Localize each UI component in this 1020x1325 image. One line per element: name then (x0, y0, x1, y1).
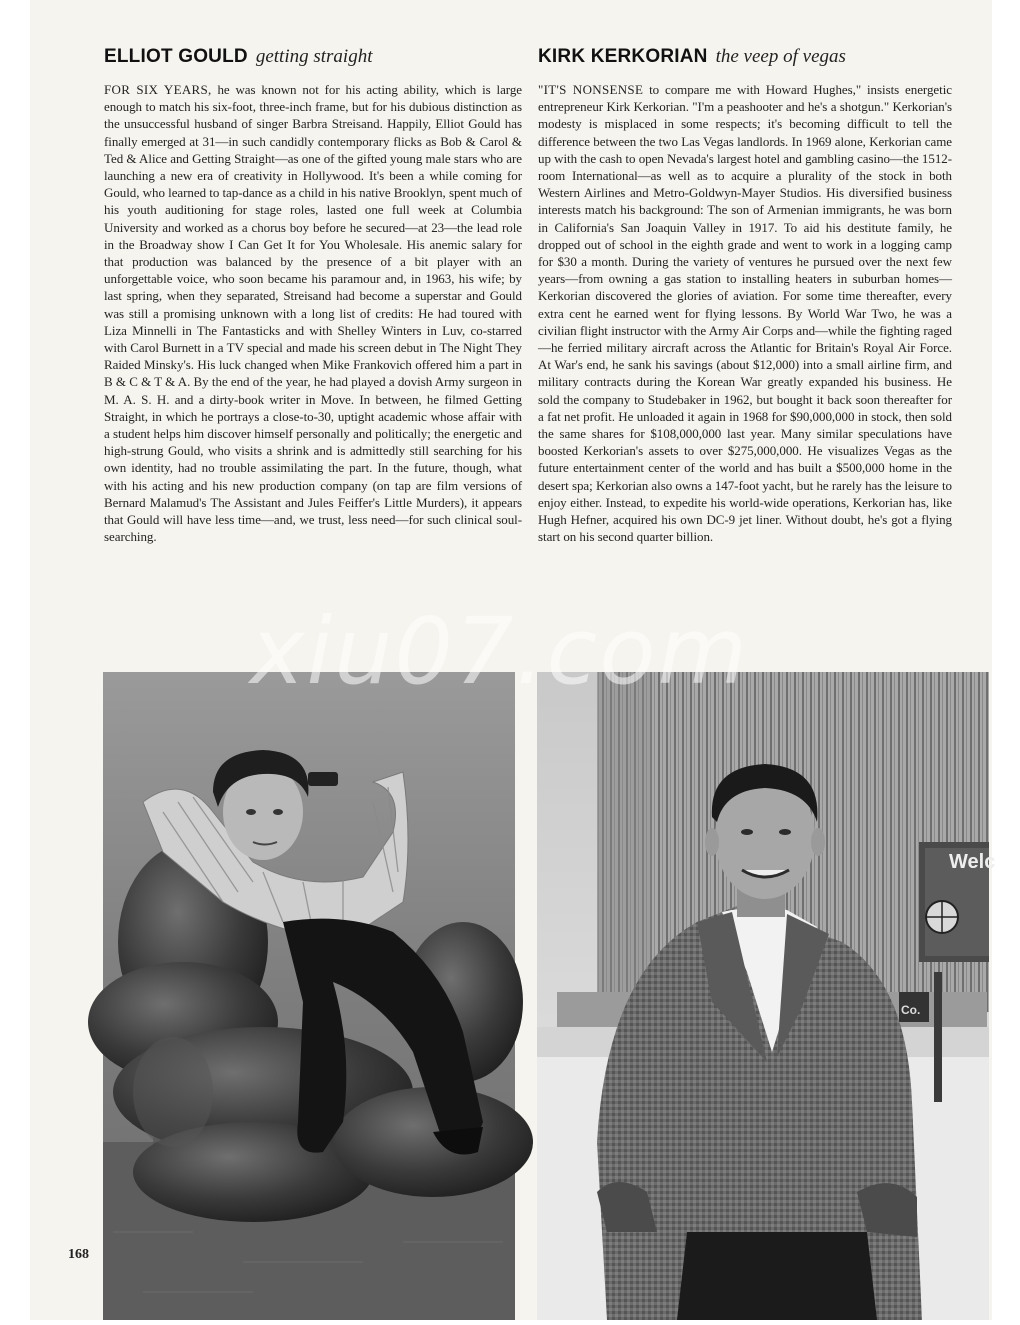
article-gould (104, 44, 522, 545)
article-lead: FOR SIX YEARS, (104, 82, 212, 97)
headline-name: KIRK KERKORIAN (538, 46, 708, 67)
watermark: xiu07.com (250, 598, 750, 705)
headline-subtitle: the veep of vegas (715, 46, 846, 67)
headline-subtitle: getting straight (255, 46, 373, 67)
article-text: to compare me with Howard Hughes," insists energetic entrepreneur Kirk Kerkorian. "I'm a peashooter and he's a shotgun." Kerkorian's modesty is misplaced in some respects; it's becoming difficult to tell the difference between the two Las Vegas landlords. In 1969 alone, Kerkorian came up with the cash to open Nevada's largest hotel and gambling casino—the 1512-room International—as well as to acquire a plurality of the stock in both Western Airlines and Metro-Goldwyn-Mayer Studios. His diversified business interests match his background: The son of Armenian immigrants, he was born in California's San Joaquin Valley in 1917. To aid his destitute family, he dropped out of school in the eighth grade and went to work in a logging camp for $30 a month. During the variety of ventures he pursued over the next few years—from owning a gas station to installing heaters in suburban homes—Kerkorian discovered the glories of aviation. For some time thereafter, every extra cent he earned went for flying lessons. By World War Two, he was a civilian flight instructor with the Army Air Corps and—while the fighting raged—he ferried military aircraft across the Atlantic for Britain's Royal Air Force. At War's end, he sank his savings (about $12,000) into a small airline firm, and military contracts during the Korean War greatly expanded his business. He sold the company to Studebaker in 1962, but bought it back soon thereafter for a fat net profit. He unloaded it again in 1968 for $90,000,000 in stock, then sold the same shares for $108,000,000 last year. Many similar speculations have boosted Kerkorian's assets to over $275,000,000. He visualizes Vegas as the future entertainment center of the world and has built a $500,000 home in the desert spa; Kerkorian also owns a 147-foot yacht, but he rarely has the leisure to enjoy either. Instead, to expedite his world-wide operations, Kerkorian has, like Hugh Hefner, acquired his own DC-9 jet liner. Without doubt, he's got a flying start on his second quarter billion. (538, 82, 952, 545)
photo-elliot-gould (103, 672, 515, 1320)
hotel-sign-text: Welc (949, 851, 996, 873)
article-headline (538, 44, 952, 71)
photo-kirk-kerkorian (537, 672, 996, 1320)
article-text: he was known not for his acting ability, which is large enough to match his six-foot, three-inch frame, but for his dubious distinction as the unsuccessful husband of singer Barbra Streisand. Happily, Elliot Gould has finally emerged at 31—in such candidly contemporary flicks as Bob & Carol & Ted & Alice and Getting Straight—as one of the gifted young male stars who are launching a new era of creativity in Hollywood. It's been a while coming for Gould, who learned to tap-dance as a child in his native Brooklyn, spent much of his youth auditioning for stage roles, lasted one full week at Columbia University and worked as a chorus boy before he secured—at 23—the lead role in the Broadway show I Can Get It for You Wholesale. His anemic salary for that production was balanced by the presence of a bit player with an unforgettable voice, who soon became his paramour and, in 1963, his wife; by last spring, when they separated, Streisand had become a superstar and Gould was still a promising unknown with a long list of credits: He had toured with Liza Minnelli in The Fantasticks and with Shelley Winters in Luv, co-starred with Carol Burnett in a TV special and made his screen debut in The Night They Raided Minsky's. His luck changed when Mike Frankovich offered him a part in B & C & T & A. By the end of the year, he had played a dovish Army surgeon in M. A. S. H. and a dirty-book writer in Move. In between, he filmed Getting Straight, in which he portrays a close-to-30, uptight academic whose affair with a student helps him discover himself personally and politically; the energetic and high-strung Gould, who visits a shrink and is admittedly still searching for his own identity, had no trouble assimilating the part. In the future, though, what with his acting and his new production company (on tap are film versions of Bernard Malamud's The Assistant and Jules Feiffer's Little Murders), it appears that Gould will have less time—and, we trust, less need—for such clinical soul-searching. (104, 82, 522, 545)
sign-co-text: Co. (901, 1003, 921, 1017)
article-kerkorian (538, 44, 952, 545)
headline-name: ELLIOT GOULD (104, 46, 248, 67)
article-body (538, 81, 952, 545)
article-lead: "IT'S NONSENSE (538, 82, 644, 97)
page-number: 168 (68, 1247, 89, 1262)
article-body (104, 81, 522, 545)
article-headline (104, 44, 522, 71)
